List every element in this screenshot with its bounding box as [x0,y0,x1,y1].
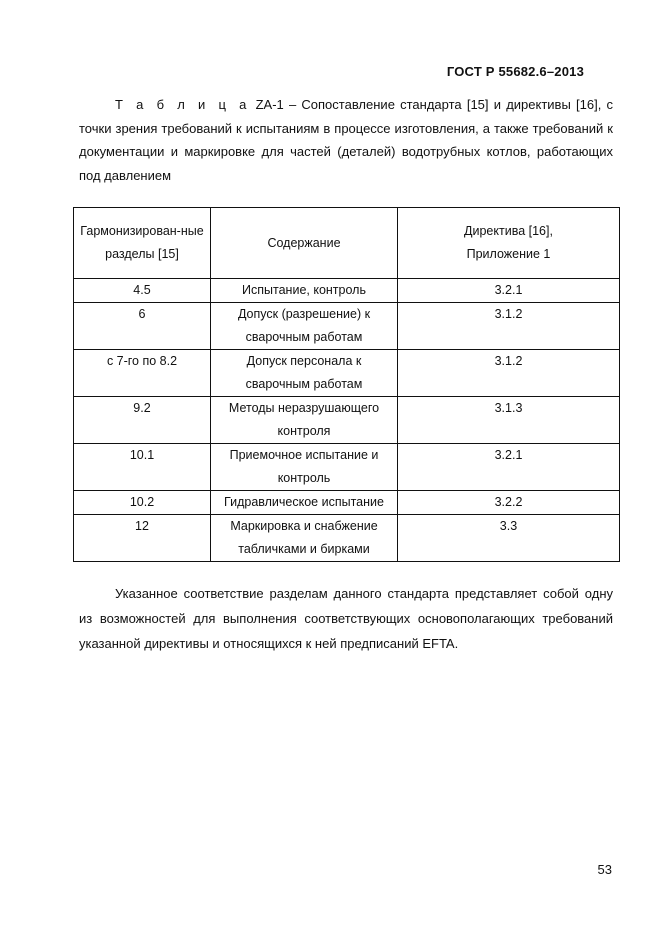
cell-section: 6 [74,303,211,350]
table-row [74,515,620,562]
table-row [74,303,620,350]
table-row [74,444,620,491]
cell-section: 9.2 [74,397,211,444]
table-row [74,350,620,397]
closing-text: Указанное соответствие разделам данного стандарта представляет собой одну из возможностей для выполнения соответствующих основополагающих требований указанной директивы и относящихся к ней предписаний EFTA. [79,586,613,651]
table-row [74,279,620,303]
table-row [74,491,620,515]
cell-content: Приемочное испытание и контроль [211,444,398,491]
cell-content: Испытание, контроль [211,279,398,303]
header-harmonized-sections: Гармонизирован-ные разделы [15] [74,208,211,279]
cell-directive: 3.1.2 [398,303,620,350]
header-content: Содержание [211,208,398,279]
caption-label: Т а б л и ц а [115,97,251,112]
cell-content: Методы неразрушающего контроля [211,397,398,444]
header-directive [398,208,620,279]
page-number: 53 [597,862,612,877]
cell-directive: 3.2.2 [398,491,620,515]
closing-paragraph [79,581,613,656]
cell-directive: 3.2.1 [398,279,620,303]
caption-text: ZA-1 – Сопоставление стандарта [15] и директивы [16], с точки зрения требований к испытаниям в процессе изготовления, а также требований к документации и маркировке для частей (деталей) водотрубных котлов, работающих под давлением [79,97,614,183]
cell-section: 10.2 [74,491,211,515]
header-directive-text: Директива [16], Приложение 1 [464,224,553,261]
table-header-row [74,208,620,279]
cell-directive: 3.1.2 [398,350,620,397]
cell-content: Маркировка и снабжение табличками и бирками [211,515,398,562]
cell-directive: 3.1.3 [398,397,620,444]
table-caption [79,93,613,187]
cell-content: Гидравлическое испытание [211,491,398,515]
cell-section: 4.5 [74,279,211,303]
table-row [74,397,620,444]
cell-directive: 3.2.1 [398,444,620,491]
cell-section: 12 [74,515,211,562]
correspondence-table [73,207,620,562]
cell-section: с 7-го по 8.2 [74,350,211,397]
cell-directive: 3.3 [398,515,620,562]
cell-section: 10.1 [74,444,211,491]
cell-content: Допуск (разрешение) к сварочным работам [211,303,398,350]
document-code: ГОСТ Р 55682.6–2013 [446,64,584,79]
cell-content: Допуск персонала к сварочным работам [211,350,398,397]
